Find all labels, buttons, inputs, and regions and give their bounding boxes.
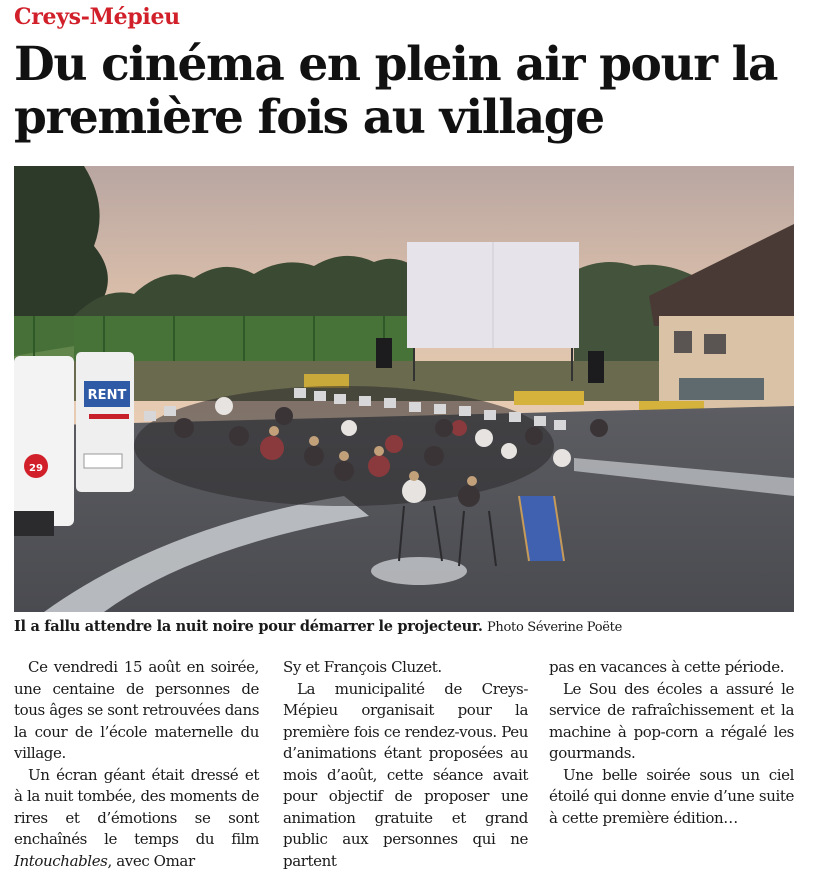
van-price-badge: 29	[29, 463, 43, 474]
body-paragraph: Le Sou des écoles a assuré le service de rafraîchissement et la machine à pop-corn a régalé les gourmands.	[549, 679, 794, 762]
article-column-1	[14, 657, 259, 872]
outdoor-cinema-scene	[14, 166, 794, 612]
body-paragraph: La municipalité de Creys-Mépieu organisait pour la première fois ce rendez-vous. Peu d’animations étant proposées au mois d’août, cette séance avait pour objectif de proposer une animation gratuite et grand public aux personnes qui ne partent	[283, 679, 528, 870]
article-headline: Du cinéma en plein air pour la première fois au village	[14, 37, 778, 145]
body-paragraph: Ce vendredi 15 août en soirée, une centaine de personnes de tous âges se sont retrouvées dans la cour de l’école maternelle du village.	[14, 658, 259, 762]
van-rent-logo: RENT	[87, 388, 127, 403]
article-photo	[14, 166, 794, 612]
article-column-3	[549, 657, 794, 829]
caption-text: Il a fallu attendre la nuit noire pour démarrer le projecteur.	[14, 618, 483, 635]
photo-caption	[14, 618, 804, 635]
body-paragraph: Une belle soirée sous un ciel étoilé qui donne envie d’une suite à cette première édition…	[549, 765, 794, 827]
body-paragraph	[14, 765, 259, 873]
body-paragraph-continued: pas en vacances à cette période.	[549, 658, 785, 676]
section-kicker: Creys-Mépieu	[14, 4, 180, 30]
body-text: Un écran géant était dressé et à la nuit tombée, des moments de rires et d’émotions se sont enchaînés le temps du film	[14, 765, 259, 848]
body-paragraph-continued: Sy et François Cluzet.	[283, 658, 442, 676]
film-title: Intouchables	[14, 851, 108, 870]
photo-credit: Photo Séverine Poëte	[486, 620, 622, 635]
body-text: , avec Omar	[107, 851, 195, 870]
article-column-2	[283, 657, 528, 872]
